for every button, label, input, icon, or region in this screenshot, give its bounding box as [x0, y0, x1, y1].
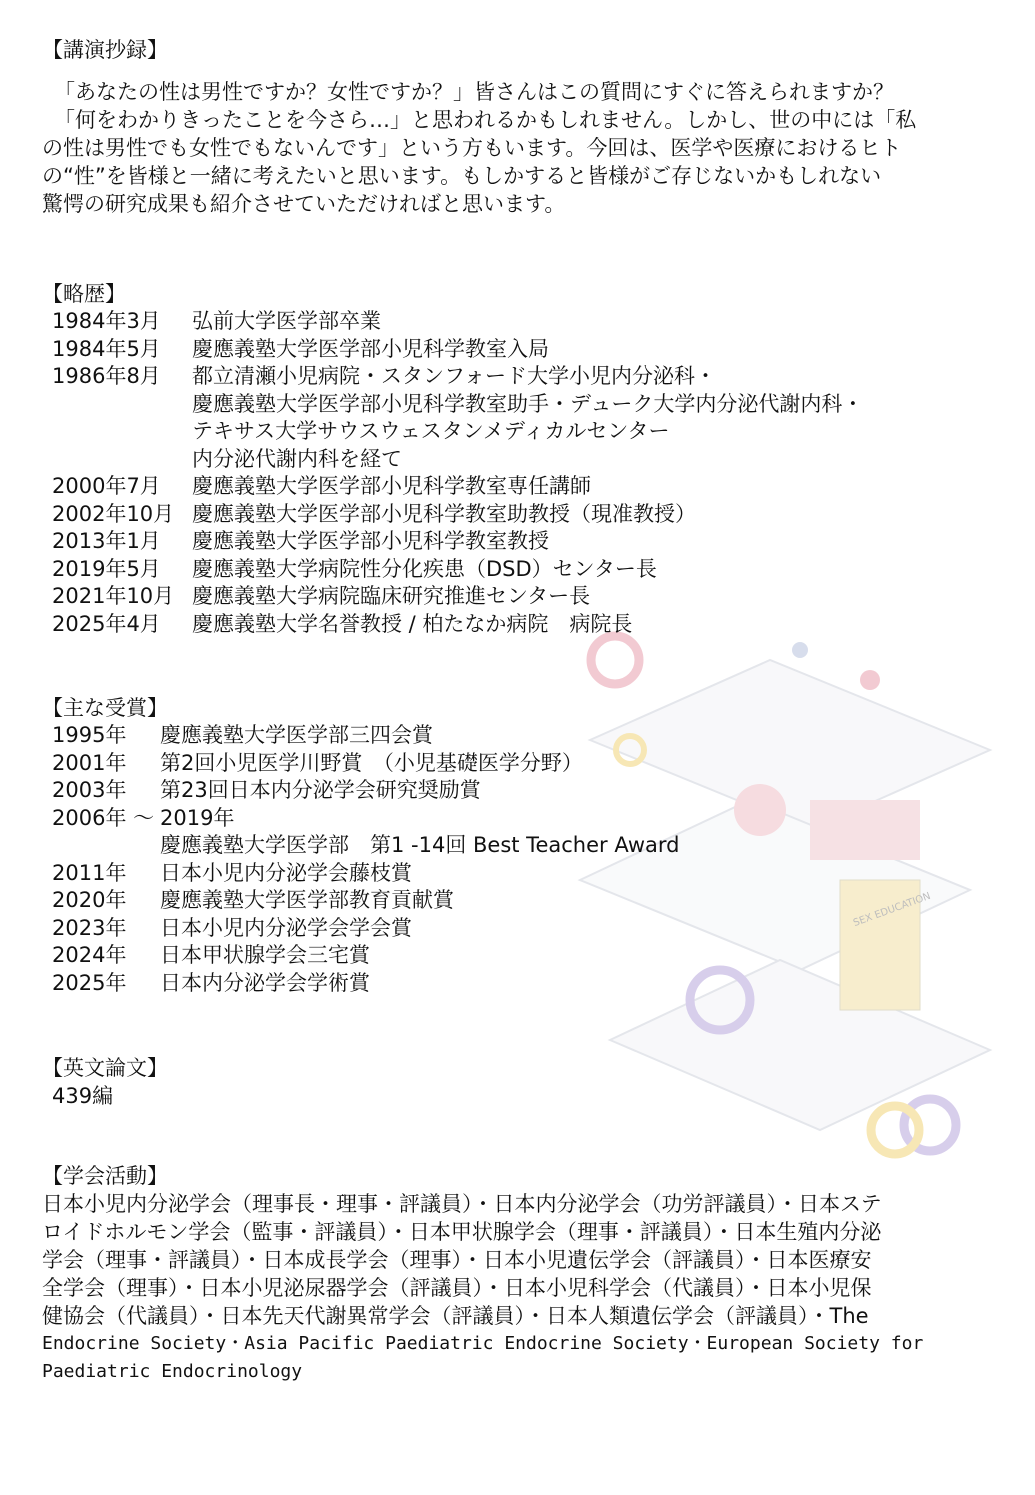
- awards-date: 2025年: [52, 970, 127, 995]
- papers-heading: 【英文論文】: [42, 1056, 168, 1080]
- lecture-heading: 【講演抄録】: [42, 38, 168, 62]
- career-entry: [42, 473, 992, 501]
- career-date: 1984年5月: [52, 336, 161, 361]
- awards-date: 2024年: [52, 943, 127, 967]
- awards-entry: [42, 722, 992, 750]
- awards-entry: [42, 777, 992, 805]
- awards-list: [42, 722, 992, 997]
- career-date: 1984年3月: [52, 309, 161, 333]
- awards-text: 第23回日本内分泌学会研究奨励賞: [160, 778, 481, 802]
- awards-entry: [42, 805, 992, 833]
- awards-heading: 【主な受賞】: [42, 696, 168, 720]
- awards-date: 2023年: [52, 915, 127, 940]
- career-entry: [42, 363, 992, 391]
- societies-line: Endocrine Society・Asia Pacific Paediatric Endocrine Society・European Society for: [42, 1333, 924, 1354]
- societies-line: ロイドホルモン学会（監事・評議員）・日本甲状腺学会（理事・評議員）・日本生殖内分泌: [42, 1220, 882, 1244]
- awards-text: 日本小児内分泌学会藤枝賞: [160, 860, 412, 885]
- career-text: 慶應義塾大学病院性分化疾患（DSD）センター長: [192, 556, 657, 581]
- career-list: [42, 308, 992, 638]
- awards-entry: [42, 942, 992, 970]
- career-entry: [42, 556, 992, 584]
- awards-entry: [42, 887, 992, 915]
- career-entry: [42, 528, 992, 556]
- career-entry: [42, 611, 992, 639]
- societies-line: 全学会（理事）・日本小児泌尿器学会（評議員）・日本小児科学会（代議員）・日本小児保: [42, 1276, 872, 1300]
- societies-line: Paediatric Endocrinology: [42, 1361, 303, 1382]
- career-entry: [42, 308, 992, 336]
- awards-date: 2011年: [52, 860, 127, 885]
- abstract-line: 驚愕の研究成果も紹介させていただければと思います。: [42, 192, 566, 216]
- papers-count: 439編: [52, 1084, 114, 1108]
- awards-text: 慶應義塾大学医学部 第1 -14回 Best Teacher Award: [160, 833, 680, 857]
- career-heading: 【略歴】: [42, 282, 126, 306]
- awards-entry: [42, 750, 992, 778]
- awards-text: 慶應義塾大学医学部教育貢献賞: [160, 888, 454, 912]
- abstract-line: の“性”を皆様と一緒に考えたいと思います。もしかすると皆様がご存じないかもしれない: [42, 164, 882, 188]
- awards-section: [42, 694, 992, 997]
- awards-text: 2019年: [160, 805, 235, 830]
- career-entry: [42, 583, 992, 611]
- career-entry: [42, 446, 992, 474]
- career-date: [42, 446, 192, 474]
- career-text: テキサス大学サウスウェスタンメディカルセンター: [192, 419, 670, 443]
- career-text: 慶應義塾大学医学部小児科学教室教授: [192, 529, 549, 553]
- awards-entry: [42, 970, 992, 998]
- career-section: [42, 280, 992, 638]
- career-text: 内分泌代謝内科を経て: [192, 446, 402, 471]
- lecture-abstract: [42, 78, 992, 218]
- career-text: 都立清瀬小児病院・スタンフォード大学小児内分泌科・: [192, 364, 716, 388]
- career-date: 2002年10月: [52, 501, 175, 526]
- abstract-line: の性は男性でも女性でもないんです」という方もいます。今回は、医学や医療におけるヒト: [42, 136, 902, 160]
- societies-line: 健協会（代議員）・日本先天代謝異常学会（評議員）・日本人類遺伝学会（評議員）・The: [42, 1304, 869, 1328]
- societies-line: 日本小児内分泌学会（理事長・理事・評議員）・日本内分泌学会（功労評議員）・日本ステ: [42, 1192, 882, 1216]
- book-label: SEX EDUCATION: [851, 890, 933, 930]
- career-entry: [42, 391, 992, 419]
- career-date: 2019年5月: [52, 556, 161, 581]
- awards-text: 日本小児内分泌学会学会賞: [160, 915, 412, 940]
- awards-date: 2020年: [52, 888, 127, 912]
- societies-text: [42, 1190, 992, 1386]
- career-date: 2025年4月: [52, 611, 161, 636]
- awards-text: 第2回小児医学川野賞 （小児基礎医学分野）: [160, 750, 583, 775]
- awards-date: 1995年: [52, 723, 127, 747]
- awards-date: 2003年: [52, 778, 127, 802]
- awards-text: 慶應義塾大学医学部三四会賞: [160, 723, 433, 747]
- awards-entry: [42, 832, 992, 860]
- abstract-line: 「何をわかりきったことを今さら…」と思われるかもしれません。しかし、世の中には「私: [54, 108, 917, 132]
- career-entry: [42, 418, 992, 446]
- societies-section: [42, 1162, 992, 1386]
- career-text: 慶應義塾大学医学部小児科学教室入局: [192, 336, 549, 361]
- awards-text: 日本甲状腺学会三宅賞: [160, 943, 370, 967]
- career-text: 慶應義塾大学名誉教授 / 柏たなか病院 病院長: [192, 611, 633, 636]
- career-date: [42, 418, 192, 446]
- career-date: [42, 391, 192, 419]
- abstract-line: 「あなたの性は男性ですか？女性ですか？」皆さんはこの質問にすぐに答えられますか？: [54, 80, 894, 104]
- career-entry: [42, 501, 992, 529]
- career-date: 2013年1月: [52, 529, 161, 553]
- career-date: 1986年8月: [52, 364, 161, 388]
- career-entry: [42, 336, 992, 364]
- career-date: 2000年7月: [52, 474, 161, 498]
- career-text: 慶應義塾大学医学部小児科学教室助教授（現准教授）: [192, 501, 696, 526]
- awards-date: [42, 832, 160, 860]
- societies-heading: 【学会活動】: [42, 1164, 168, 1188]
- awards-date: 2006年 ～: [52, 805, 155, 830]
- lecture-section: [42, 36, 992, 218]
- papers-section: [42, 1054, 992, 1110]
- career-date: 2021年10月: [52, 584, 175, 608]
- awards-text: 日本内分泌学会学術賞: [160, 970, 370, 995]
- career-text: 慶應義塾大学医学部小児科学教室助手・デューク大学内分泌代謝内科・: [192, 391, 864, 416]
- awards-entry: [42, 915, 992, 943]
- career-text: 慶應義塾大学病院臨床研究推進センター長: [192, 584, 591, 608]
- societies-line: 学会（理事・評議員）・日本成長学会（理事）・日本小児遺伝学会（評議員）・日本医療安: [42, 1248, 872, 1272]
- awards-entry: [42, 860, 992, 888]
- career-text: 弘前大学医学部卒業: [192, 309, 381, 333]
- awards-date: 2001年: [52, 750, 127, 775]
- career-text: 慶應義塾大学医学部小児科学教室専任講師: [192, 474, 591, 498]
